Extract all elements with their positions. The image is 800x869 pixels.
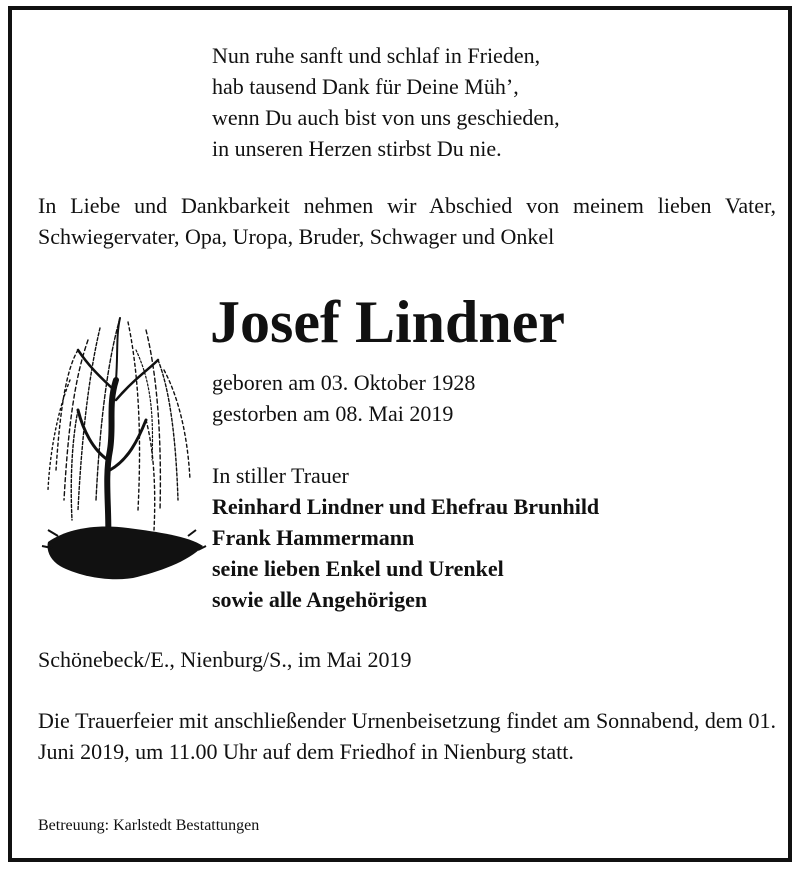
- deceased-name: Josef Lindner: [210, 289, 566, 355]
- birth-date: geboren am 03. Oktober 1928: [212, 370, 476, 395]
- poem: [212, 40, 692, 164]
- mourners: [212, 460, 599, 615]
- mourner-name: sowie alle Angehörigen: [212, 587, 428, 612]
- weeping-willow-icon: [38, 310, 208, 595]
- intro-text: In Liebe und Dankbarkeit nehmen wir Abschied von meinem lieben Vater, Schwiegervater, Opa, Uropa, Bruder, Schwager und Onkel: [38, 193, 776, 249]
- death-date: gestorben am 08. Mai 2019: [212, 401, 454, 426]
- mourning-heading: In stiller Trauer: [212, 463, 349, 488]
- life-dates: [212, 367, 475, 429]
- mourner-name: Frank Hammermann: [212, 525, 415, 550]
- ceremony-notice: Die Trauerfeier mit anschließender Urnenbeisetzung findet am Sonnabend, dem 01. Juni 2019, um 11.00 Uhr auf dem Friedhof in Nienburg statt.: [38, 708, 776, 764]
- poem-line: wenn Du auch bist von uns geschieden,: [212, 105, 560, 130]
- poem-line: hab tausend Dank für Deine Müh’,: [212, 74, 519, 99]
- place-date: Schönebeck/E., Nienburg/S., im Mai 2019: [38, 647, 412, 672]
- poem-line: in unseren Herzen stirbst Du nie.: [212, 136, 502, 161]
- mourner-name: Reinhard Lindner und Ehefrau Brunhild: [212, 494, 600, 519]
- mourner-name: seine lieben Enkel und Urenkel: [212, 556, 504, 581]
- funeral-home-credit: Betreuung: Karlstedt Bestattungen: [38, 817, 260, 834]
- obituary-frame: [8, 6, 792, 862]
- poem-line: Nun ruhe sanft und schlaf in Frieden,: [212, 43, 541, 68]
